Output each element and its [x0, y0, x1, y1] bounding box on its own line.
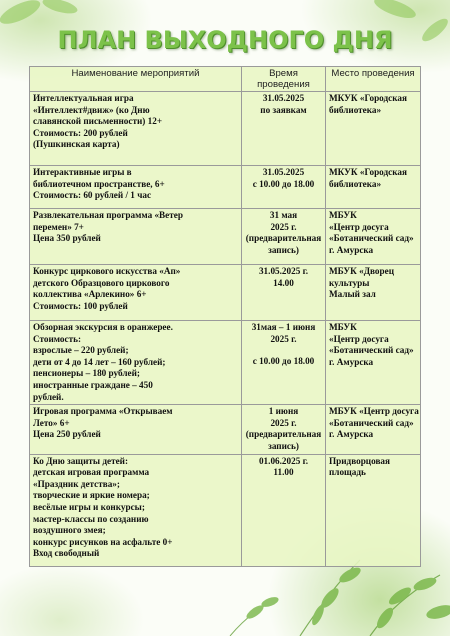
- cell-line: Развлекательная программа «Ветер: [33, 210, 183, 220]
- cell-line: Стоимость:: [33, 333, 82, 344]
- cell-line: пенсионеры – 180 рублей;: [33, 368, 140, 379]
- cell-line: Игровая программа «Открываем: [33, 406, 173, 417]
- cell-line: МКУК «Городская: [329, 93, 407, 103]
- cell-line: 01.06.2025 г.: [258, 455, 309, 466]
- table-row: [30, 321, 421, 405]
- event-name-cell: [30, 321, 242, 405]
- place-cell: [326, 321, 421, 405]
- table-header-row: [30, 67, 421, 92]
- event-name-cell: [30, 166, 242, 209]
- time-cell: [242, 209, 326, 265]
- time-cell: [242, 92, 326, 166]
- cell-line: иностранные граждане – 450: [33, 379, 153, 390]
- event-name-cell: [30, 92, 242, 166]
- cell-line: «Праздник детства»;: [33, 478, 120, 489]
- cell-line: Интеллектуальная игра: [33, 93, 134, 103]
- cell-line: дети от 4 до 14 лет – 160 рублей;: [33, 356, 166, 367]
- time-cell: [242, 265, 326, 321]
- cell-line: 31.05.2025: [262, 93, 305, 103]
- cell-line: 31.05.2025: [262, 167, 305, 177]
- time-cell: [242, 321, 326, 405]
- cell-line: библиотека»: [329, 178, 382, 189]
- cell-line: Цена 350 рублей: [33, 233, 101, 244]
- cell-line: 2025 г.: [270, 333, 297, 344]
- table-row: [30, 405, 421, 454]
- event-name-cell: [30, 454, 242, 566]
- cell-line: Лето» 6+: [33, 417, 70, 428]
- cell-line: Цена 250 рублей: [33, 429, 101, 440]
- cell-line: запись): [268, 244, 299, 255]
- cell-line: конкурс рисунков на асфальте 0+: [33, 536, 173, 547]
- cell-line: Стоимость: 200 рублей: [33, 127, 128, 138]
- table-row: [30, 92, 421, 166]
- cell-line: Интерактивные игры в: [33, 167, 132, 177]
- cell-line: «Ботанический сад»: [329, 233, 414, 244]
- cell-line: МКУК «Городская: [329, 167, 407, 177]
- cell-line: рублей.: [33, 391, 64, 402]
- cell-line: «Центр досуга: [329, 221, 389, 232]
- cell-line: (предварительная: [245, 233, 322, 244]
- cell-line: 31мая – 1 июня: [251, 322, 316, 332]
- cell-line: библиотечном пространстве, 6+: [33, 178, 165, 189]
- table-row: [30, 454, 421, 566]
- table-row: [30, 265, 421, 321]
- event-name-cell: [30, 209, 242, 265]
- table-row: [30, 209, 421, 265]
- cell-line: 2025 г.: [270, 221, 297, 232]
- cell-line: с 10.00 до 18.00: [252, 356, 315, 367]
- header-place: Место проведения: [326, 67, 421, 92]
- cell-line: Придворцовая: [329, 455, 390, 466]
- time-cell: [242, 166, 326, 209]
- cell-line: с 10.00 до 18.00: [252, 178, 315, 189]
- cell-line: библиотека»: [329, 104, 382, 115]
- cell-line: МБУК «Центр досуга: [329, 406, 419, 417]
- cell-line: 2025 г.: [270, 417, 297, 428]
- cell-line: «Центр досуга: [329, 333, 389, 344]
- cell-line: детского Образцового циркового: [33, 277, 170, 288]
- header-event-name: Наименование мероприятий: [30, 67, 242, 92]
- cell-line: «Интеллект#движ» (ко Дню: [33, 104, 150, 115]
- cell-line: Малый зал: [329, 289, 376, 300]
- cell-line: 14.00: [273, 277, 294, 288]
- cell-line: площадь: [329, 467, 366, 478]
- cell-line: 1 июня: [268, 406, 299, 417]
- cell-line: Стоимость: 100 рублей: [33, 300, 128, 311]
- place-cell: [326, 454, 421, 566]
- cell-line: Вход свободный: [33, 548, 100, 559]
- cell-line: воздушного змея;: [33, 525, 106, 536]
- cell-line: славянской письменности) 12+: [33, 116, 163, 127]
- cell-line: детская игровая программа: [33, 467, 150, 478]
- cell-line: МБУК: [329, 210, 357, 220]
- cell-line: Ко Дню защиты детей:: [33, 455, 129, 466]
- place-cell: [326, 265, 421, 321]
- cell-line: мастер-классы по созданию: [33, 513, 149, 524]
- cell-line: Конкурс циркового искусства «Ап»: [33, 266, 181, 276]
- cell-line: (Пушкинская карта): [33, 139, 120, 150]
- place-cell: [326, 166, 421, 209]
- time-cell: [242, 454, 326, 566]
- event-name-cell: [30, 405, 242, 454]
- cell-line: коллектива «Арлекино» 6+: [33, 289, 147, 300]
- cell-line: запись): [268, 440, 299, 451]
- event-name-cell: [30, 265, 242, 321]
- cell-line: взрослые – 220 рублей;: [33, 345, 129, 356]
- cell-line: «Ботанический сад»: [329, 345, 414, 356]
- cell-line: г. Амурска: [329, 356, 374, 367]
- cell-line: по заявкам: [260, 104, 307, 115]
- cell-line: МБУК «Дворец: [329, 266, 395, 276]
- cell-line: 31.05.2025 г.: [258, 266, 309, 276]
- cell-line: г. Амурска: [329, 244, 374, 255]
- cell-line: культуры: [329, 277, 370, 288]
- cell-line: Стоимость: 60 рублей / 1 час: [33, 190, 152, 201]
- cell-line: весёлые игры и конкурсы;: [33, 501, 145, 512]
- page-title: ПЛАН ВЫХОДНОГО ДНЯ: [57, 26, 393, 54]
- table-row: [30, 166, 421, 209]
- cell-line: Обзорная экскурсия в оранжерее.: [33, 322, 173, 332]
- cell-line: 31 мая: [269, 210, 298, 220]
- cell-line: «Ботанический сад»: [329, 417, 414, 428]
- cell-line: (предварительная: [245, 429, 322, 440]
- place-cell: [326, 405, 421, 454]
- cell-line: перемен» 7+: [33, 221, 84, 232]
- cell-line: г. Амурска: [329, 429, 374, 440]
- cell-line: 11.00: [273, 467, 294, 478]
- cell-line: МБУК: [329, 322, 357, 332]
- header-time: Время проведения: [242, 67, 326, 92]
- place-cell: [326, 209, 421, 265]
- time-cell: [242, 405, 326, 454]
- place-cell: [326, 92, 421, 166]
- events-table: [29, 66, 421, 567]
- cell-line: творческие и яркие номера;: [33, 490, 150, 501]
